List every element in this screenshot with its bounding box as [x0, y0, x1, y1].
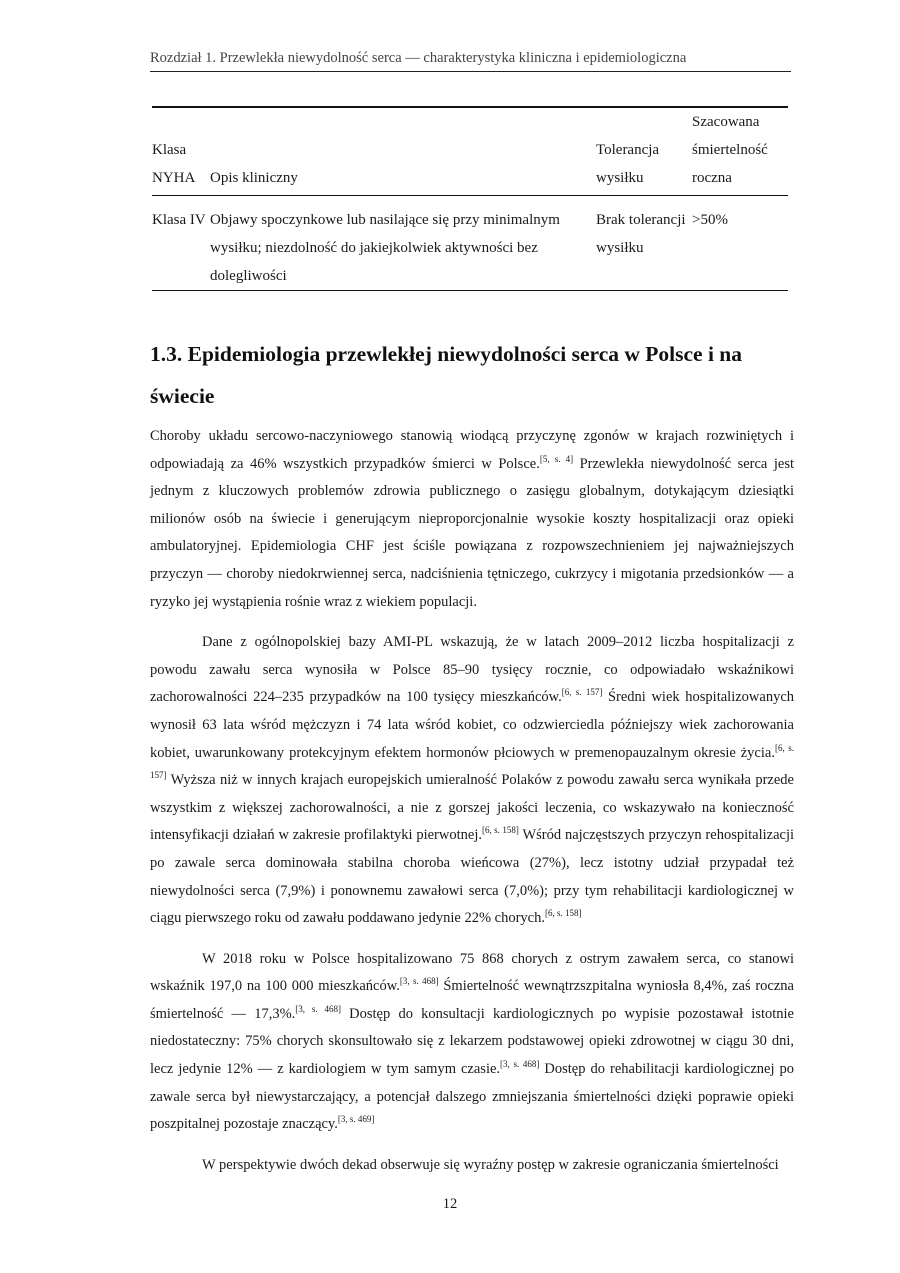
- citation-ref: [6, s. 157]: [150, 742, 795, 781]
- header-cell-nyha-class: Klasa NYHA: [152, 142, 196, 186]
- citation-ref: [3, s. 468]: [399, 976, 439, 987]
- section-title: 1.3. Epidemiologia przewlekłej niewydolności serca w Polsce i na świecie: [150, 342, 743, 408]
- paragraph: [150, 1152, 794, 1180]
- table-body: [152, 196, 788, 291]
- table-header-row: [152, 107, 788, 196]
- citation-ref: [6, s. 158]: [545, 908, 582, 919]
- text-run: Dane z ogólnopolskiej bazy AMI-PL wskazują, że w latach 2009–2012 liczba hospitalizacji z powodu zawału serca wynosiła w Polsce 85–90 tysięcy rocznie, co odpowiadało wskaźnikowi zachorowalności 224–235 przypadków na 100 tysięcy mieszkańców.: [150, 634, 794, 706]
- text-run: Wśród najczęstszych przyczyn rehospitalizacji po zawale serca dominowała stabilna choroba wieńcowa (27%), lecz istotny udział przypadał też niewydolności serca (7,9%) i ponownemu zawałowi serca (7,0%); przy tym rehabilitacji kardiologicznej w ciągu pierwszego roku od zawału poddawano jedynie 22% chorych.: [150, 827, 795, 927]
- section-body: [150, 423, 794, 1192]
- table-cell-mortality: >50%: [692, 212, 728, 228]
- running-header: Rozdział 1. Przewlekła niewydolność serca — charakterystyka kliniczna i epidemiologiczna: [150, 50, 791, 72]
- citation-ref: [6, s. 157]: [561, 687, 603, 698]
- paragraph: [150, 629, 794, 933]
- header-cell-exercise-tolerance: Tolerancja wysiłku: [596, 142, 660, 186]
- citation-ref: [3, s. 468]: [500, 1059, 540, 1070]
- text-run: Dostęp do rehabilitacji kardiologicznej po zawale serca był niewystarczający, a potencjał dalszego zmniejszania śmiertelności dzięki poprawie opieki poszpitalnej pozostaje znaczący.: [150, 1061, 794, 1133]
- citation-ref: [5, s. 4]: [539, 453, 574, 464]
- paragraph: [150, 946, 794, 1139]
- citation-ref: [3, s. 469]: [337, 1114, 375, 1125]
- table-header: [152, 107, 788, 196]
- table-cell-description: Objawy spoczynkowe lub nasilające się przy minimalnym wysiłku; niezdolność do jakiejkolwiek aktywności bez dolegliwości: [210, 212, 560, 284]
- table-cell-class: Klasa IV: [152, 212, 206, 228]
- text-run: Śmiertelność wewnątrzszpitalna wyniosła 8,4%, zaś roczna śmiertelność — 17,3%.: [150, 978, 794, 1022]
- header-cell-description: Opis kliniczny: [210, 170, 298, 186]
- text-run: Wyższa niż w innych krajach europejskich umieralność Polaków z powodu zawału serca wynikała przede wszystkim z większej zachorowalności, a nie z gorszej jakości leczenia, co wskazywało na konieczność intensyfikacji działań w zakresie profilaktyki pierwotnej.: [150, 772, 794, 844]
- nyha-table: [152, 106, 788, 291]
- text-run: Choroby układu sercowo-naczyniowego stanowią wiodącą przyczynę zgonów w krajach rozwiniętych i odpowiadają za 46% wszystkich przypadków śmierci w Polsce.: [150, 428, 794, 472]
- citation-ref: [3, s. 468]: [295, 1003, 341, 1014]
- page-number: 12: [442, 1196, 458, 1212]
- text-run: Dostęp do konsultacji kardiologicznych po wypisie pozostawał istotnie niedostateczny: 75% chorych skonsultowało się z lekarzem podstawowej opieki zdrowotnej w ciągu 30 dni, lecz jedynie 12% — z kardiologiem w tym samym czasie.: [150, 1005, 794, 1078]
- table-cell-tolerance: Brak tolerancji wysiłku: [596, 212, 686, 256]
- text-run: Średni wiek hospitalizowanych wynosił 63 lata wśród mężczyzn i 74 lata wśród kobiet, co odzwierciedla późniejszy wiek zachorowania kobiet, uwarunkowany protekcyjnym efektem hormonów płciowych w premenopauzalnym okresie życia.: [150, 689, 795, 761]
- table-row: [152, 196, 788, 291]
- text-run: W 2018 roku w Polsce hospitalizowano 75 868 chorych z ostrym zawałem serca, co stanowi wskaźnik 197,0 na 100 000 mieszkańców.: [150, 950, 794, 995]
- text-run: W perspektywie dwóch dekad obserwuje się wyraźny postęp w zakresie ograniczania śmiertelności: [202, 1156, 779, 1173]
- header-cell-annual-mortality: Szacowana śmiertelność roczna: [692, 114, 768, 186]
- text-run: Przewlekła niewydolność serca jest jednym z kluczowych problemów zdrowia publicznego o zasięgu globalnym, dotykającym dziesiątki milionów osób na świecie i generującym nieproporcjonalnie wysokie koszty hospitalizacji oraz opieki ambulatoryjnej. Epidemiologia CHF jest ściśle powiązana z rozpowszechnieniem jej najważniejszych przyczyn — choroby niedokrwiennej serca, nadciśnienia tętniczego, cukrzycy i migotania przedsionków — a ryzyko jej wystąpienia rośnie wraz z wiekiem populacji.: [150, 455, 794, 610]
- citation-ref: [6, s. 158]: [481, 825, 519, 836]
- paragraph: [150, 423, 794, 616]
